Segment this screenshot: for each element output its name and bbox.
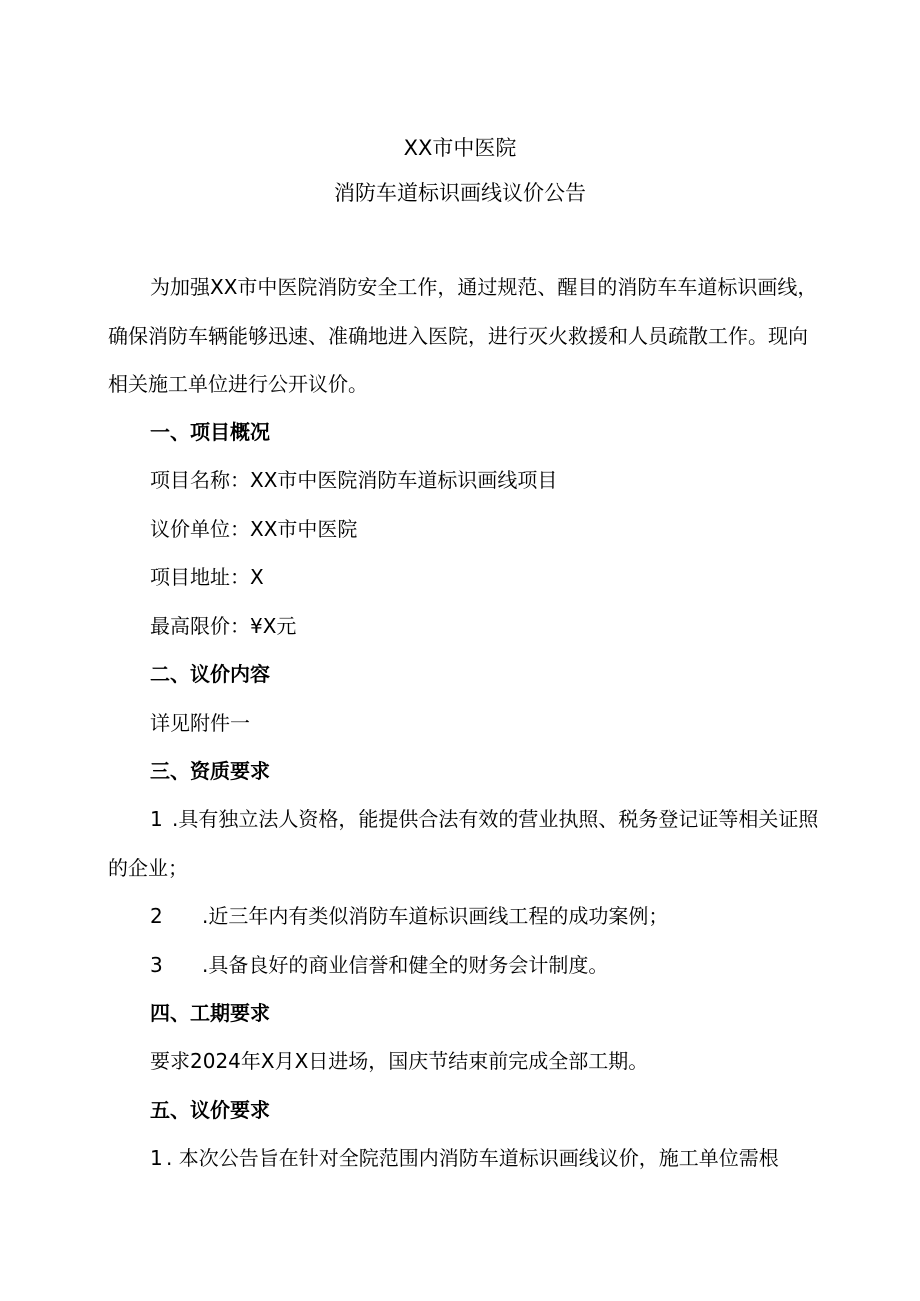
document-title-line2: 消防车道标识画线议价公告 <box>334 181 586 205</box>
pricing-unit: 议价单位：XX市中医院 <box>150 517 358 541</box>
section2-heading: 二、议价内容 <box>150 662 270 686</box>
list-number: 2 <box>150 904 163 928</box>
pricing-requirement-item-1-text: . 本次公告旨在针对全院范围内消防车道标识画线议价，施工单位需根 <box>166 1146 779 1170</box>
qualification-item-1 <box>150 805 818 833</box>
intro-paragraph-line1: 为加强XX市中医院消防安全工作，通过规范、醒目的消防车车道标识画线， <box>150 275 818 299</box>
document-title-line1: XX市中医院 <box>403 136 517 160</box>
qualification-item-1-line1: .具有独立法人资格，能提供合法有效的营业执照、税务登记证等相关证照 <box>172 807 819 831</box>
pricing-requirement-item-1 <box>150 1144 779 1172</box>
section4-heading: 四、工期要求 <box>150 1001 270 1025</box>
qualification-item-2 <box>150 902 668 930</box>
qualification-item-3 <box>150 951 608 979</box>
list-number: 1 <box>150 1146 163 1170</box>
qualification-item-3-text: .具备良好的商业信誉和健全的财务会计制度。 <box>202 953 609 977</box>
list-number: 1 <box>150 807 163 831</box>
max-price: 最高限价：¥X元 <box>150 614 297 638</box>
section4-text: 要求2024年X月X日进场，国庆节结束前完成全部工期。 <box>150 1049 649 1073</box>
section2-text: 详见附件一 <box>150 711 250 735</box>
project-name: 项目名称：XX市中医院消防车道标识画线项目 <box>150 468 558 492</box>
section5-heading: 五、议价要求 <box>150 1098 270 1122</box>
section1-heading: 一、项目概况 <box>150 420 270 444</box>
intro-paragraph-line2: 确保消防车辆能够迅速、准确地进入医院，进行灭火救援和人员疏散工作。现向 <box>108 324 808 348</box>
section3-heading: 三、资质要求 <box>150 759 270 783</box>
list-number: 3 <box>150 953 163 977</box>
qualification-item-2-text: .近三年内有类似消防车道标识画线工程的成功案例； <box>202 904 669 928</box>
qualification-item-1-line2: 的企业； <box>108 856 188 880</box>
project-address: 项目地址：X <box>150 565 264 589</box>
intro-paragraph-line3: 相关施工单位进行公开议价。 <box>108 372 368 396</box>
